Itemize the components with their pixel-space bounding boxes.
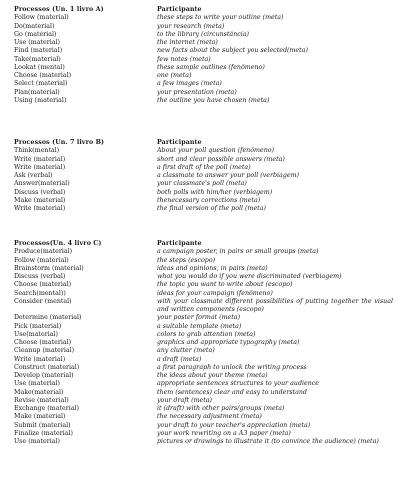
process-cell: Make (material) bbox=[14, 413, 66, 421]
section-unit-1-book-a bbox=[0, 6, 401, 105]
table-row bbox=[0, 257, 401, 265]
table-row bbox=[0, 380, 401, 388]
section-header bbox=[0, 139, 401, 147]
process-cell: Choose (material) bbox=[14, 339, 72, 346]
participant-cell: the outline you have chosen (meta) bbox=[157, 96, 270, 104]
participant-cell: short and clear possible answers (meta) bbox=[157, 155, 285, 163]
table-row bbox=[0, 281, 401, 289]
participant-cell: your draft (meta) bbox=[157, 396, 212, 404]
table-row bbox=[0, 314, 401, 322]
process-cell: Make(material) bbox=[14, 388, 64, 396]
process-column-header: Processos (Un. 1 livro A) bbox=[14, 6, 104, 13]
table-row bbox=[0, 372, 401, 380]
table-row bbox=[0, 430, 401, 438]
process-column-header: Processos(Un. 4 livro C) bbox=[14, 240, 102, 247]
table-row bbox=[0, 273, 401, 281]
process-cell: Cleanup (material) bbox=[14, 347, 75, 355]
table-row bbox=[0, 147, 401, 155]
table-row bbox=[0, 164, 401, 172]
process-cell: Take(material) bbox=[14, 55, 61, 63]
table-row bbox=[0, 347, 401, 355]
participant-cell: it (draft) with other pairs/groups (meta) bbox=[157, 405, 285, 412]
participant-cell: these sample outlines (fenômeno) bbox=[157, 63, 265, 71]
participant-cell: appropriate sentences structures to your audience bbox=[157, 380, 320, 388]
table-row bbox=[0, 364, 401, 372]
table-row bbox=[0, 248, 401, 256]
process-cell: Write (material) bbox=[14, 205, 66, 212]
process-cell: Choose (material) bbox=[14, 281, 72, 289]
table-row bbox=[0, 389, 401, 397]
table-row bbox=[0, 31, 401, 39]
table-row bbox=[0, 172, 401, 180]
table-row bbox=[0, 80, 401, 88]
table-row bbox=[0, 356, 401, 364]
participant-column-header: Participante bbox=[157, 139, 202, 146]
process-cell: Discuss (verbal) bbox=[14, 188, 66, 196]
process-cell: Use (material) bbox=[14, 380, 60, 388]
table-row bbox=[0, 205, 401, 213]
table-row bbox=[0, 339, 401, 347]
process-cell: Consider (mental) bbox=[14, 297, 72, 305]
process-cell: Search(mental)) bbox=[14, 289, 66, 297]
process-cell: Answer(material) bbox=[14, 180, 70, 188]
table-row bbox=[0, 397, 401, 405]
participant-cell: with your classmate different possibilities of putting together the visual and written components (escopo) bbox=[157, 297, 393, 313]
table-row bbox=[0, 72, 401, 80]
participant-cell: your classmate's poll (meta) bbox=[157, 180, 247, 188]
participant-cell: colors to grab attention (meta) bbox=[157, 330, 256, 338]
process-cell: Develop (material) bbox=[14, 372, 74, 379]
process-cell: Follow (material) bbox=[14, 256, 69, 264]
participant-cell: any clutter (meta) bbox=[157, 347, 215, 355]
process-cell: Use (material) bbox=[14, 438, 60, 445]
process-cell: Think(mental) bbox=[14, 147, 60, 155]
section-header bbox=[0, 6, 401, 14]
participant-cell: new facts about the subject you selected(meta) bbox=[157, 47, 308, 55]
participant-cell: a first draft of the poll (meta) bbox=[157, 163, 251, 171]
table-row bbox=[0, 323, 401, 331]
participant-cell: few notes (meta) bbox=[157, 55, 211, 63]
table-row bbox=[0, 97, 401, 105]
process-cell: Write (material) bbox=[14, 355, 66, 363]
participant-cell: the topic you want to write about (escopo) bbox=[157, 281, 293, 289]
participant-cell: the steps (escopo) bbox=[157, 256, 216, 264]
participant-cell: the ideas about your theme (meta) bbox=[157, 372, 268, 379]
process-cell: Go (material) bbox=[14, 30, 57, 38]
process-cell: Choose (material) bbox=[14, 72, 72, 79]
participant-cell: your presentation (meta) bbox=[157, 88, 237, 96]
table-row bbox=[0, 438, 401, 455]
table-row bbox=[0, 290, 401, 298]
process-cell: Revise (material) bbox=[14, 396, 69, 404]
process-cell: Discuss (verbal) bbox=[14, 273, 66, 280]
participant-cell: the necessary adjustment (meta) bbox=[157, 413, 262, 421]
participant-column-header: Participante bbox=[157, 6, 202, 13]
participant-cell: ideas and opinions, in pairs (meta) bbox=[157, 264, 268, 272]
participant-cell: these steps to write your outline (meta) bbox=[157, 14, 284, 22]
process-cell: Using (material) bbox=[14, 96, 67, 104]
process-cell: Construct (material) bbox=[14, 363, 80, 371]
participant-cell: pictures or drawings to illustrate it (to convince the audience) (meta) bbox=[157, 438, 379, 445]
table-row bbox=[0, 156, 401, 164]
table-row bbox=[0, 331, 401, 339]
table-row bbox=[0, 422, 401, 430]
process-cell: Do(material) bbox=[14, 22, 55, 30]
process-cell: Use(material) bbox=[14, 330, 58, 338]
participant-cell: your poster format (meta) bbox=[157, 314, 241, 322]
participant-cell: the final version of the poll (meta) bbox=[157, 205, 266, 212]
process-cell: Determine (material) bbox=[14, 314, 82, 322]
table-row bbox=[0, 56, 401, 64]
process-cell: Submit (material) bbox=[14, 421, 71, 429]
process-cell: Write (material) bbox=[14, 155, 66, 163]
table-row bbox=[0, 413, 401, 421]
participant-cell: a draft (meta) bbox=[157, 355, 202, 363]
participant-cell: a campaign poster, in pairs or small groups (meta) bbox=[157, 248, 319, 256]
participant-cell: ideas for your campaign (fenômeno) bbox=[157, 289, 273, 297]
table-row bbox=[0, 47, 401, 55]
process-cell: Brainstorm (material) bbox=[14, 264, 84, 272]
participant-cell: a few images (meta) bbox=[157, 80, 222, 88]
participant-cell: a first paragraph to unlock the writing process bbox=[157, 363, 307, 371]
participant-cell: one (meta) bbox=[157, 72, 192, 79]
process-cell: Make (material) bbox=[14, 196, 66, 204]
participant-column-header: Participante bbox=[157, 240, 202, 247]
participant-cell: a suitable template (meta) bbox=[157, 322, 242, 330]
table-row bbox=[0, 64, 401, 72]
table-row bbox=[0, 298, 401, 315]
table-row bbox=[0, 405, 401, 413]
process-cell: Finalize (material) bbox=[14, 429, 73, 437]
participant-cell: your research (meta) bbox=[157, 22, 225, 30]
participant-cell: your work rewriting on a A3 paper (meta) bbox=[157, 429, 291, 437]
table-row bbox=[0, 189, 401, 197]
section-unit-7-book-b bbox=[0, 139, 401, 213]
participant-cell: a classmate to answer your poll (verbiagem) bbox=[157, 172, 299, 179]
participant-cell: them (sentences) clear and easy to understand bbox=[157, 388, 307, 396]
process-cell: Ask (verbal) bbox=[14, 172, 53, 179]
process-cell: Find (material) bbox=[14, 47, 63, 55]
process-cell: Produce(material) bbox=[14, 248, 73, 256]
process-cell: Plan(material) bbox=[14, 88, 60, 96]
process-cell: Pick (material) bbox=[14, 322, 62, 330]
process-cell: Write (material) bbox=[14, 163, 66, 171]
process-cell: Use (material) bbox=[14, 39, 60, 46]
participant-cell: About your poll question (fenômeno) bbox=[157, 147, 275, 155]
participant-cell: your draft to your teacher's appreciation (meta) bbox=[157, 421, 311, 429]
process-cell: Exchange (material) bbox=[14, 405, 79, 412]
table-row bbox=[0, 197, 401, 205]
table-row bbox=[0, 14, 401, 22]
section-unit-4-book-c bbox=[0, 240, 401, 455]
process-cell: Select (material) bbox=[14, 80, 68, 88]
section-header bbox=[0, 240, 401, 248]
participant-cell: what you would do if you were discriminated (verbiagem) bbox=[157, 273, 342, 280]
process-column-header: Processos (Un. 7 livro B) bbox=[14, 139, 105, 146]
process-cell: Lookat (mental) bbox=[14, 63, 65, 71]
participant-cell: to the library (circunstância) bbox=[157, 30, 249, 38]
table-row bbox=[0, 265, 401, 273]
table-row bbox=[0, 39, 401, 47]
participant-cell: both polls with him/her (verbiagem) bbox=[157, 188, 273, 196]
table-row bbox=[0, 89, 401, 97]
participant-cell: the internet (meta) bbox=[157, 39, 218, 46]
table-row bbox=[0, 180, 401, 188]
participant-cell: graphics and appropriate typography (meta) bbox=[157, 339, 300, 346]
process-cell: Follow (material) bbox=[14, 14, 69, 22]
table-row bbox=[0, 23, 401, 31]
participant-cell: thenecessary corrections (meta) bbox=[157, 196, 261, 204]
